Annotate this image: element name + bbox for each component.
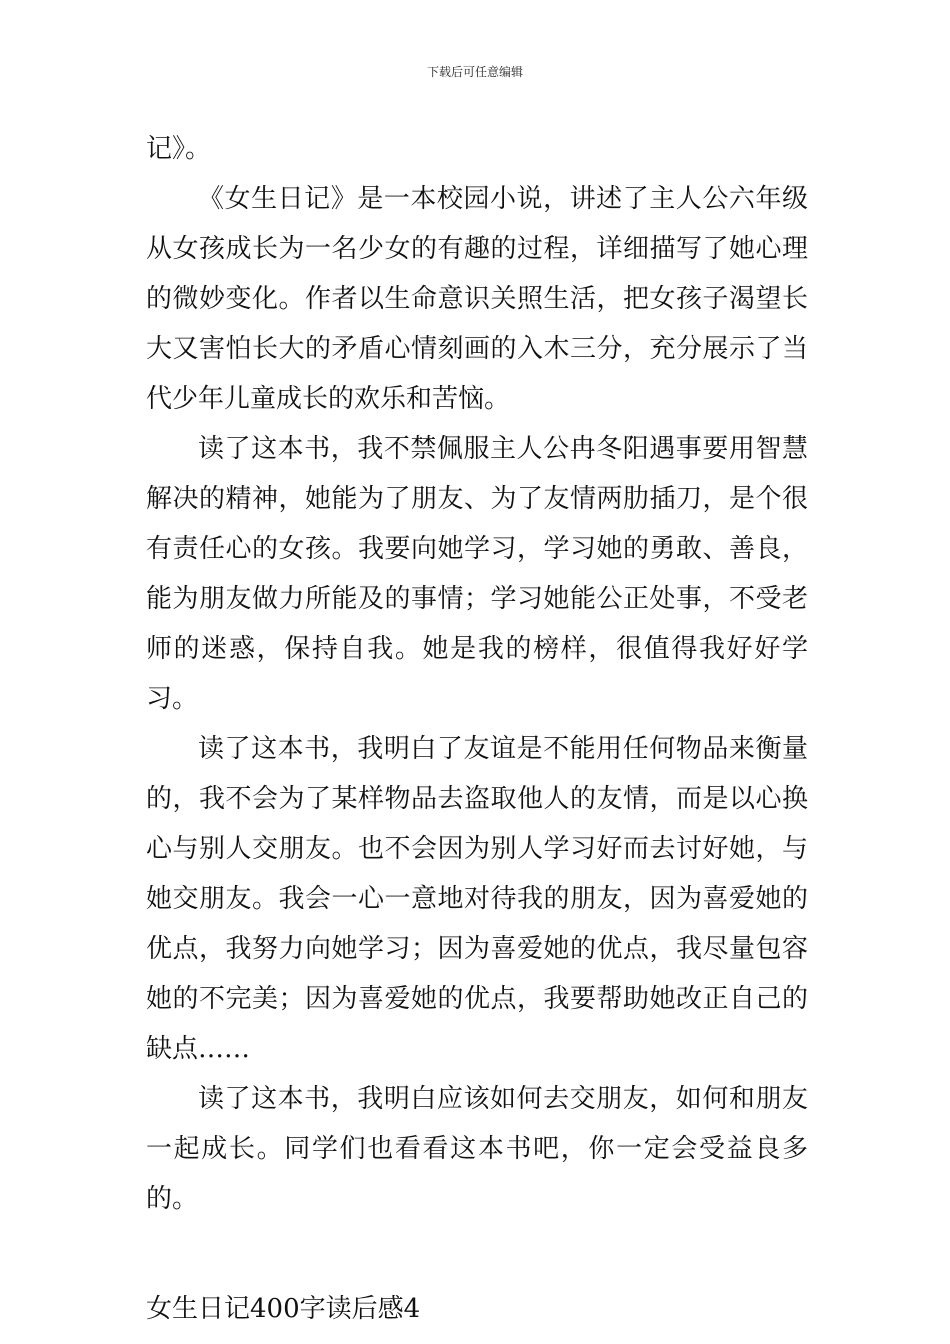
page-header-watermark: 下载后可任意编辑 bbox=[426, 65, 523, 79]
paragraph-admiration: 读了这本书，我不禁佩服主人公冉冬阳遇事要用智慧解决的精神，她能为了朋友、为了友情两肋插刀，是个很有责任心的女孩。我要向她学习，学习她的勇敢、善良，能为朋友做力所能及的事情；学习她能公正处事，不受老师的迷惑，保持自我。她是我的榜样，很值得我好好学习。 bbox=[146, 434, 808, 714]
section-title: 女生日记400字读后感4 bbox=[146, 1294, 421, 1324]
paragraph-continuation: 记》。 bbox=[146, 134, 212, 164]
document-body bbox=[146, 124, 808, 1334]
paragraph-friendship: 读了这本书，我明白了友谊是不能用任何物品来衡量的，我不会为了某样物品去盗取他人的友情，而是以心换心与别人交朋友。也不会因为别人学习好而去讨好她，与她交朋友。我会一心一意地对待我的朋友，因为喜爱她的优点，我努力向她学习；因为喜爱她的优点，我尽量包容她的不完美；因为喜爱她的优点，我要帮助她改正自己的缺点…… bbox=[146, 734, 808, 1064]
paragraph-book-summary: 《女生日记》是一本校园小说，讲述了主人公六年级从女孩成长为一名少女的有趣的过程，详细描写了她心理的微妙变化。作者以生命意识关照生活，把女孩子渴望长大又害怕长大的矛盾心情刻画的入木三分，充分展示了当代少年儿童成长的欢乐和苦恼。 bbox=[146, 184, 808, 414]
paragraph-conclusion: 读了这本书，我明白应该如何去交朋友，如何和朋友一起成长。同学们也看看这本书吧，你一定会受益良多的。 bbox=[146, 1084, 808, 1214]
